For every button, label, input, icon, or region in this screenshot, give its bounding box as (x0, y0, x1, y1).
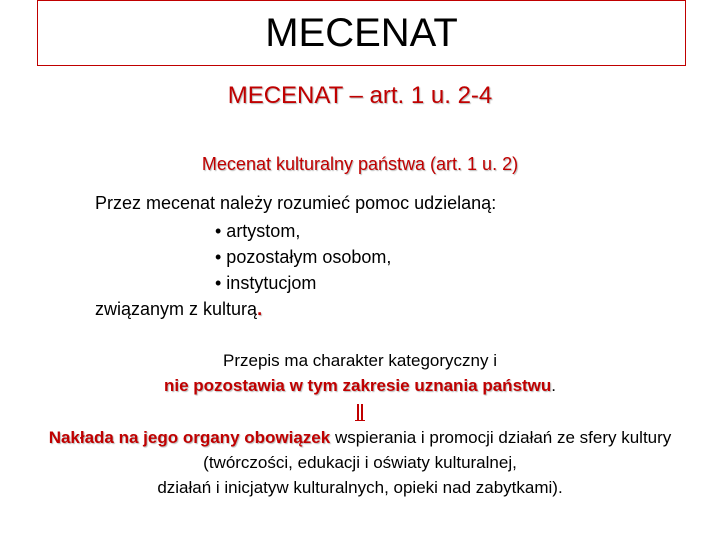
list-item-artists: • artystom, (215, 221, 301, 241)
regulation-highlight: nie pozostawia w tym zakresie uznania państwu (163, 376, 552, 395)
title-box (37, 0, 686, 66)
regulation-end: . (551, 376, 557, 395)
closing-text: związanym z kulturą (95, 299, 258, 319)
obligation-line-1-rest: wspierania i promocji działań ze sfery kultury (330, 428, 672, 447)
obligation-line-3: działań i inicjatyw kulturalnych, opieki nad zabytkami). (157, 478, 563, 497)
page-title: MECENAT (265, 11, 458, 55)
subtitle: MECENAT – art. 1 u. 2-4 (227, 82, 493, 109)
regulation-line-2 (0, 375, 720, 397)
down-arrow-icon (349, 403, 371, 425)
definition-closing (95, 298, 262, 320)
obligation-line-1 (0, 427, 720, 449)
regulation-line-1: Przepis ma charakter kategoryczny i (223, 351, 497, 370)
definition-intro: Przez mecenat należy rozumieć pomoc udzielaną: (95, 193, 497, 213)
closing-dot: . (257, 299, 263, 319)
obligation-line-2: (twórczości, edukacji i oświaty kulturalnej, (203, 453, 517, 472)
obligation-highlight: Nakłada na jego organy obowiązek (48, 428, 331, 447)
list-item-other-persons: • pozostałym osobom, (215, 247, 392, 267)
list-item-institutions: • instytucjom (215, 273, 317, 293)
section-heading: Mecenat kulturalny państwa (art. 1 u. 2) (201, 154, 519, 174)
